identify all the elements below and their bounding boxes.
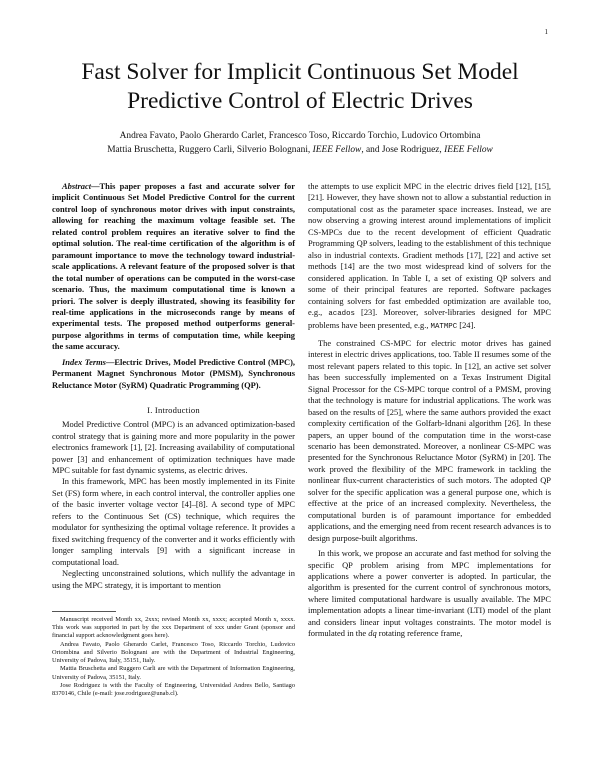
footnote-affiliation-3: Jose Rodriguez is with the Faculty of Engineering, Universidad Andres Bello, Santiago 8370146, Chile (e-mail: jose.rodriguez@unab.cl). [52, 681, 295, 698]
index-terms [52, 357, 295, 391]
index-terms-label: Index Terms [62, 356, 106, 367]
acados-name: acados [328, 309, 355, 318]
footnote-affiliation-1: Andrea Favato, Paolo Gherardo Carlet, Francesco Toso, Riccardo Torchio, Ludovico Ortombina and Silverio Bolognani are with the Department of Industrial Engineering, University of Padova, Italy, 35151, Italy. [52, 640, 295, 665]
title-line-1: Fast Solver for Implicit Continuous Set Model [81, 59, 519, 85]
intro-paragraph-1: Model Predictive Control (MPC) is an advanced optimization-based control strategy that is gaining more and more popularity in the power electronics framework [1], [2]. Increasing availability of computational power [3] and enhancement of optimization techniques have made MPC suitable for fast dynamic systems, as electric drives. [52, 419, 295, 475]
author-list [40, 129, 560, 157]
matmpc-name: MATMPC [430, 323, 458, 332]
footnote-manuscript: Manuscript received Month xx, 2xxx; revised Month xx, xxxx; accepted Month x, xxxx. This work was supported in part by the xxx Department of xxx under Grant (sponsor and financial support acknowledgment goes here). [52, 615, 295, 640]
intro-paragraph-2: In this framework, MPC has been mostly implemented in its Finite Set (FS) form where, in each control interval, the controller applies one of the basic inverter voltage vector [4]–[8]. A second type of MPC refers to the Continuous Set (CS) technique, which requires the modulator for synthesizing the optimal voltage reference. It provides a fixed switching frequency of the converter and it works efficiently with longer sampling intervals [9] with a significant increase in computational load. [52, 476, 295, 567]
abstract-label: Abstract [62, 181, 92, 191]
right-paragraph-2: The constrained CS-MPC for electric motor drives has gained interest in electric drives applications, too. Table II resumes some of the most relevant papers related to this topic. In [12], an active set solver has been successfully implemented on a Texas Instrument Digital Signal Processor for the CS-MPC torque control of a PMSM, proving that the technology is mature for industrial applications. The work was based on the results of [25], where the same authors provided the exact complexity certification of the Golfarb-Idnani algorithm [26]. In these papers, an upper bound of the computation time in the worst-case scenario has been demonstrated. Moreover, a nonlinear CS-MPC was presented for the Synchronous Reluctance Motor (SyRM) in [20]. The work proved the flexibility of the MPC framework in tackling the nonlinear flux-current characteristics of such motors. The adopted QP solver for the specific application was a general purpose one, which is effective at the price of an increased complexity. Nevertheless, the computational burden is of paramount importance for embedded applications, and the emerging need from recent research advances is to design purpose-built algorithms. [308, 337, 551, 543]
title-line-2: Predictive Control of Electric Drives [127, 88, 473, 114]
right-paragraph-3: In this work, we propose an accurate and fast method for solving the specific QP problem arising from MPC implementations for applications where a power converter is adopted. In particular, the algorithm is presented for the current control of synchronous motors, where limited computational hardware is usually available. The MPC implementation adopts a linear time-invariant (LTI) model of the plant and considers linear input voltages constraints. The motor model is formulated in the dq rotating reference frame, [308, 548, 551, 639]
left-column [52, 181, 295, 698]
authors-line-2: Mattia Bruschetta, Ruggero Carli, Silverio Bolognani, IEEE Fellow, and Jose Rodriguez, IEEE Fellow [107, 145, 493, 155]
abstract-text: —This paper proposes a fast and accurate solver for implicit Continuous Set Model Predictive Control for the current control loop of synchronous motor drives with input constraints, allowing for reaching the maximum voltage feasible set. The related control problem requires an iterative solver to find the optimal solution. The real-time certification of the algorithm is of paramount importance to move the technology toward industrial-scale applications. A relevant feature of the proposed solver is that the total number of operations can be computed in the worst-case scenario. Thus, the maximum computational time is known a priori. The solver is deeply illustrated, showing its feasibility for real-time applications in the microseconds range by means of experimental tests. The proposed method outperforms general-purpose algorithms in terms of computation time, while keeping the same accuracy. [52, 181, 295, 352]
footnote-affiliation-2: Mattia Bruschetta and Ruggero Carli are with the Department of Information Engineering, University of Padova, 35151, Italy. [52, 665, 295, 681]
intro-paragraph-3: Neglecting unconstrained solutions, which nullify the advantage in using the MPC strategy, it is important to mention [52, 568, 295, 590]
footnote-separator [52, 611, 116, 612]
paper-title [40, 58, 560, 116]
abstract [52, 181, 295, 353]
index-terms-text: —Electric Drives, Model Predictive Control (MPC), Permanent Magnet Synchronous Motor (PMSM), Synchronous Reluctance Motor (SyRM) Quadratic Programming (QP). [52, 356, 295, 390]
page-number: 1 [544, 28, 548, 36]
right-column [308, 181, 551, 640]
footnotes [52, 616, 295, 699]
right-paragraph-1: the attempts to use explicit MPC in the electric drives field [12], [15], [21]. However, they have shown not to allow a substantial reduction in computational cost as the parameter space increases. Instead, we are now observing a growing interest around implementations of implicit CS-MPCs due to the recent development of efficient Quadratic Programming QP solvers, leading to the establishment of this technique also in industrial contexts. Gradient methods [17], [22] and active set methods [14] are the two most widespread kind of solvers for the considered application. In Table I, a set of existing QP solvers and some of their principal features are reported. Software packages containing solvers for fast embedded optimization are available too, e.g., acados [23]. Moreover, solver-libraries designed for MPC problems have been presented, e.g., MATMPC [24]. [308, 181, 552, 332]
section-heading-introduction: I. Introduction [147, 405, 200, 416]
authors-line-1: Andrea Favato, Paolo Gherardo Carlet, Francesco Toso, Riccardo Torchio, Ludovico Ortombina [119, 131, 481, 141]
dq-symbol: dq [368, 628, 377, 639]
